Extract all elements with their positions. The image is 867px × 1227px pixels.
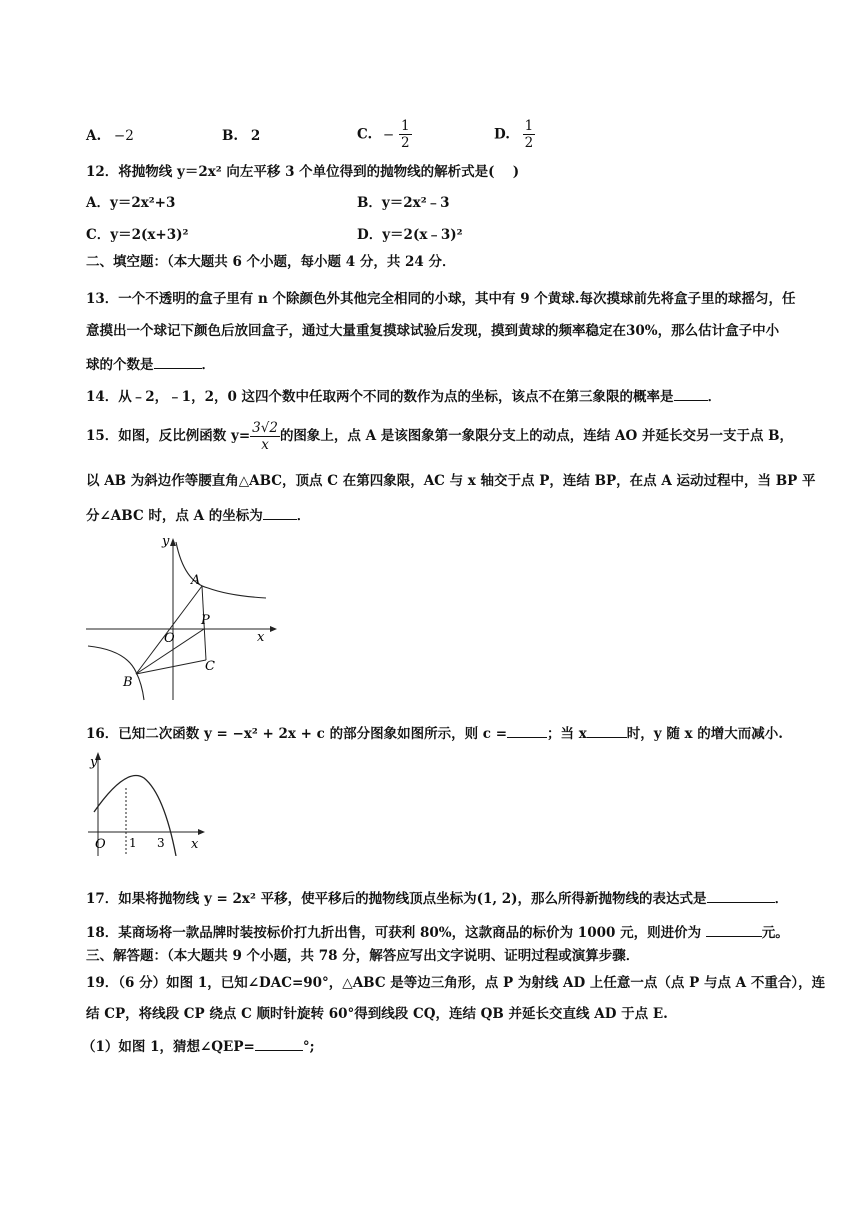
- q18-text: 18．某商场将一款品牌时装按标价打九折出售，可获利 80%，这款商品的标价为 1000 元，则进价为: [86, 925, 706, 941]
- fraction-denominator: x: [261, 437, 269, 453]
- q13-line-1: 13．一个不透明的盒子里有 n 个除颜色外其他完全相同的小球，其中有 9 个黄球.每次摸球前先将盒子里的球摇匀，任: [86, 291, 796, 307]
- q19-text: （1）如图 1，猜想∠QEP=: [82, 1039, 255, 1055]
- tick-label-3: 3: [157, 836, 165, 850]
- x-label: x: [257, 630, 265, 645]
- q14-line: [86, 386, 721, 406]
- option-label: A.: [86, 128, 102, 144]
- q16-text: 时，y 随 x 的增大而减小.: [626, 726, 783, 742]
- point-B-label: B: [123, 675, 133, 690]
- point-P-label: P: [201, 613, 210, 628]
- q16-figure: [84, 752, 209, 856]
- q15-text: 分∠ABC 时，点 A 的坐标为: [86, 508, 263, 524]
- period: ．: [707, 389, 722, 405]
- fraction: [399, 118, 412, 151]
- x-axis-arrow-icon: [270, 626, 277, 632]
- answer-blank: [706, 922, 762, 937]
- q18-text: 元。: [761, 925, 789, 941]
- option-value: 2: [250, 128, 261, 144]
- q13-text: 球的个数是: [86, 357, 154, 373]
- option-value: −2: [113, 128, 134, 144]
- answer-blank: [707, 888, 775, 903]
- answer-blank: [154, 354, 202, 369]
- hyperbola-branch-1: [176, 542, 266, 598]
- q15-text: 15．如图，反比例函数 y=: [86, 428, 251, 444]
- q11-option-b: [222, 128, 260, 144]
- answer-blank-c: [507, 723, 547, 738]
- origin-label: O: [164, 631, 175, 646]
- q11-option-c: [357, 118, 412, 151]
- segment-AB: [136, 586, 202, 674]
- q11-option-a: [86, 128, 134, 144]
- minus-sign: −: [382, 126, 395, 143]
- q12-stem: 12．将抛物线 y＝2x² 向左平移 3 个单位得到的抛物线的解析式是( ): [86, 164, 520, 180]
- fraction-numerator: 1: [400, 118, 410, 134]
- point-A-label: A: [191, 573, 201, 588]
- q16-line: [86, 723, 783, 743]
- fraction-denominator: 2: [524, 135, 534, 151]
- option-label: C.: [357, 126, 373, 143]
- hyperbola-branch-3: [88, 646, 144, 700]
- answer-blank: [674, 386, 708, 401]
- q11-option-d: [494, 118, 535, 151]
- fraction: [250, 420, 280, 453]
- answer-blank: [263, 505, 297, 520]
- q19-line-1: 19．（6 分）如图 1，已知∠DAC=90°，△ABC 是等边三角形，点 P 为射线 AD 上任意一点（点 P 与点 A 不重合），连: [86, 975, 826, 991]
- q12-option-c: C．y＝2(x+3)²: [86, 227, 189, 243]
- q15-line-2: 以 AB 为斜边作等腰直角△ABC，顶点 C 在第四象限，AC 与 x 轴交于点 P，连结 BP，在点 A 运动过程中，当 BP 平: [86, 473, 816, 489]
- q16-text: 16．已知二次函数 y = −x² + 2x + c 的部分图象如图所示，则 c =: [86, 726, 508, 742]
- tick-label-1: 1: [129, 836, 137, 850]
- fraction-numerator: 1: [524, 118, 534, 134]
- q14-text: 14．从﹣2，﹣1，2，0 这四个数中任取两个不同的数作为点的坐标，该点不在第三象限的概率是: [86, 389, 674, 405]
- x-label: x: [191, 837, 199, 852]
- q12-option-d: D．y＝2(x﹣3)²: [357, 227, 463, 243]
- origin-label: O: [95, 837, 106, 852]
- q18-line: [86, 922, 789, 942]
- fraction-denominator: 2: [400, 135, 410, 151]
- q15-figure: [80, 532, 280, 704]
- y-axis-arrow-icon: [170, 538, 176, 546]
- q12-option-a: A．y＝2x²+3: [86, 195, 176, 211]
- q13-line-3: [86, 354, 215, 374]
- q17-text: 17．如果将抛物线 y = 2x² 平移，使平移后的抛物线顶点坐标为(1, 2)，那么所得新抛物线的表达式是: [86, 891, 707, 907]
- fraction: [523, 118, 536, 151]
- q12-option-b: B．y＝2x²﹣3: [357, 195, 450, 211]
- point-C-label: C: [205, 659, 215, 674]
- q19-text: °;: [302, 1039, 315, 1055]
- q19-line-2: 结 CP，将线段 CP 绕点 C 顺时针旋转 60°得到线段 CQ，连结 QB 并延长交直线 AD 于点 E.: [86, 1006, 668, 1022]
- option-label: B.: [222, 128, 239, 144]
- x-axis-arrow-icon: [198, 829, 205, 835]
- q15-line-3: [86, 505, 310, 525]
- answer-blank: [255, 1036, 303, 1051]
- q17-line: [86, 888, 788, 908]
- y-label: y: [162, 534, 170, 549]
- q15-text: 的图象上，点 A 是该图象第一象限分支上的动点，连结 AO 并延长交另一支于点 B，: [279, 428, 794, 444]
- fraction-numerator: 3√2: [252, 420, 278, 436]
- section-2-heading: 二、填空题：（本大题共 6 个小题，每小题 4 分，共 24 分．: [86, 254, 456, 270]
- q16-text: ；当 x: [547, 726, 587, 742]
- period: ．: [296, 508, 311, 524]
- q15-line-1: [86, 418, 793, 454]
- q13-line-2: 意摸出一个球记下颜色后放回盒子，通过大量重复摸球试验后发现，摸到黄球的频率稳定在30%，那么估计盒子中小: [86, 323, 780, 339]
- option-label: D.: [494, 126, 510, 143]
- y-label: y: [90, 755, 98, 770]
- answer-blank-x: [587, 723, 627, 738]
- section-3-heading: 三、解答题：（本大题共 9 个小题，共 78 分，解答应写出文字说明、证明过程或演算步骤．: [86, 948, 640, 964]
- period: ．: [774, 891, 789, 907]
- q19-line-3: [82, 1036, 315, 1056]
- period: ．: [201, 357, 215, 373]
